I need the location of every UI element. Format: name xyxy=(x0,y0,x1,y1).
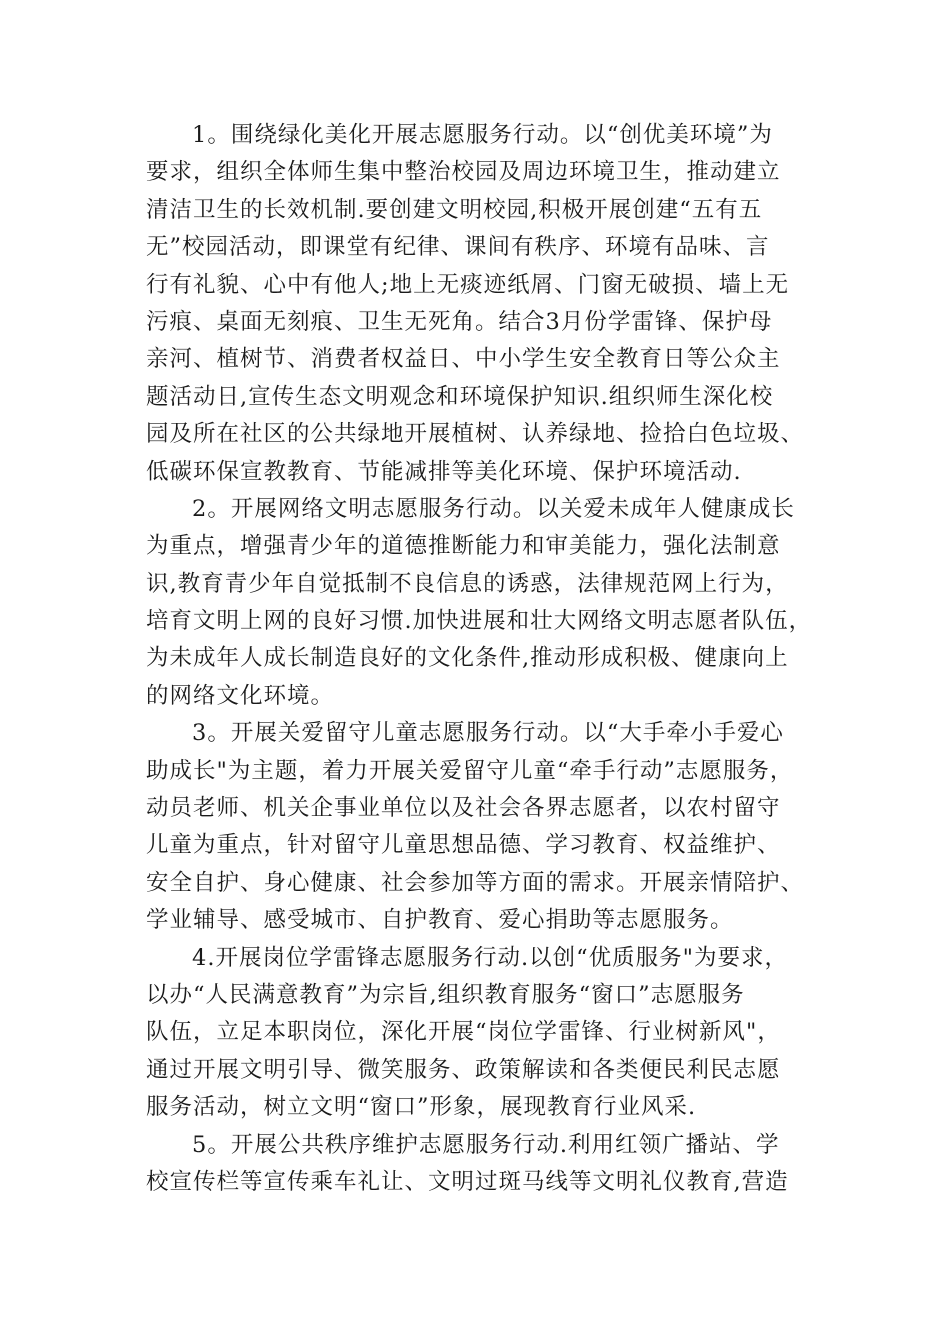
text-line: 5。开展公共秩序维护志愿服务行动.利用红领广播站、学 xyxy=(192,1131,780,1158)
text-line: 低碳环保宣教教育、节能减排等美化环境、保护环境活动. xyxy=(146,458,742,485)
text-line: 儿童为重点，针对留守儿童思想品德、学习教育、权益维护、 xyxy=(146,832,781,859)
text-line: 服务活动，树立文明“窗口”形象，展现教育行业风采. xyxy=(146,1094,697,1121)
text-line: 亲河、植树节、消费者权益日、中小学生安全教育日等公众主 xyxy=(146,346,781,373)
text-line: 污痕、桌面无刻痕、卫生无死角。结合3月份学雷锋、保护母 xyxy=(146,308,773,335)
text-line: 助成长"为主题，着力开展关爱留守儿童“牵手行动”志愿服务， xyxy=(146,757,794,784)
text-line: 的网络文化环境。 xyxy=(146,682,335,709)
text-line: 队伍，立足本职岗位，深化开展“岗位学雷锋、行业树新风"， xyxy=(146,1019,781,1046)
text-line: 安全自护、身心健康、社会参加等方面的需求。开展亲情陪护、 xyxy=(146,869,805,896)
text-line: 1。围绕绿化美化开展志愿服务行动。以“创优美环境”为 xyxy=(192,122,773,148)
text-line: 2。开展网络文明志愿服务行动。以关爱未成年人健康成长 xyxy=(192,495,795,522)
text-line: 培育文明上网的良好习惯.加快进展和壮大网络文明志愿者队伍， xyxy=(146,608,813,635)
text-line: 识,教育青少年自觉抵制不良信息的诱惑，法律规范网上行为， xyxy=(146,570,789,597)
text-line: 清洁卫生的长效机制.要创建文明校园,积极开展创建“五有五 xyxy=(146,196,763,223)
text-line: 为重点，增强青少年的道德推断能力和审美能力，强化法制意 xyxy=(146,533,781,560)
text-line: 行有礼貌、心中有他人;地上无痰迹纸屑、门窗无破损、墙上无 xyxy=(146,271,790,298)
text-line: 学业辅导、感受城市、自护教育、爱心捐助等志愿服务。 xyxy=(146,907,734,934)
paragraph-5 xyxy=(146,1127,814,1202)
text-line: 3。开展关爱留守儿童志愿服务行动。以“大手牵小手爱心 xyxy=(192,720,784,747)
text-line: 动员老师、机关企事业单位以及社会各界志愿者，以农村留守 xyxy=(146,795,781,822)
paragraph-3 xyxy=(146,715,814,939)
text-line: 无”校园活动，即课堂有纪律、课间有秩序、环境有品味、言 xyxy=(146,234,770,261)
text-line: 园及所在社区的公共绿地开展植树、认养绿地、捡拾白色垃圾、 xyxy=(146,421,805,448)
text-line: 为未成年人成长制造良好的文化条件,推动形成积极、健康向上 xyxy=(146,645,789,672)
document-body xyxy=(146,117,814,1201)
text-line: 题活动日,宣传生态文明观念和环境保护知识.组织师生深化校 xyxy=(146,383,774,410)
paragraph-4 xyxy=(146,940,814,1127)
paragraph-1 xyxy=(146,117,814,491)
text-line: 校宣传栏等宣传乘车礼让、文明过斑马线等文明礼仪教育,营造 xyxy=(146,1168,789,1195)
text-line: 通过开展文明引导、微笑服务、政策解读和各类便民利民志愿 xyxy=(146,1056,781,1083)
paragraph-2 xyxy=(146,491,814,715)
text-line: 要求，组织全体师生集中整治校园及周边环境卫生，推动建立 xyxy=(146,159,781,186)
text-line: 以办“人民满意教育”为宗旨,组织教育服务“窗口”志愿服务 xyxy=(146,981,745,1008)
text-line: 4.开展岗位学雷锋志愿服务行动.以创“优质服务"为要求， xyxy=(192,944,788,971)
